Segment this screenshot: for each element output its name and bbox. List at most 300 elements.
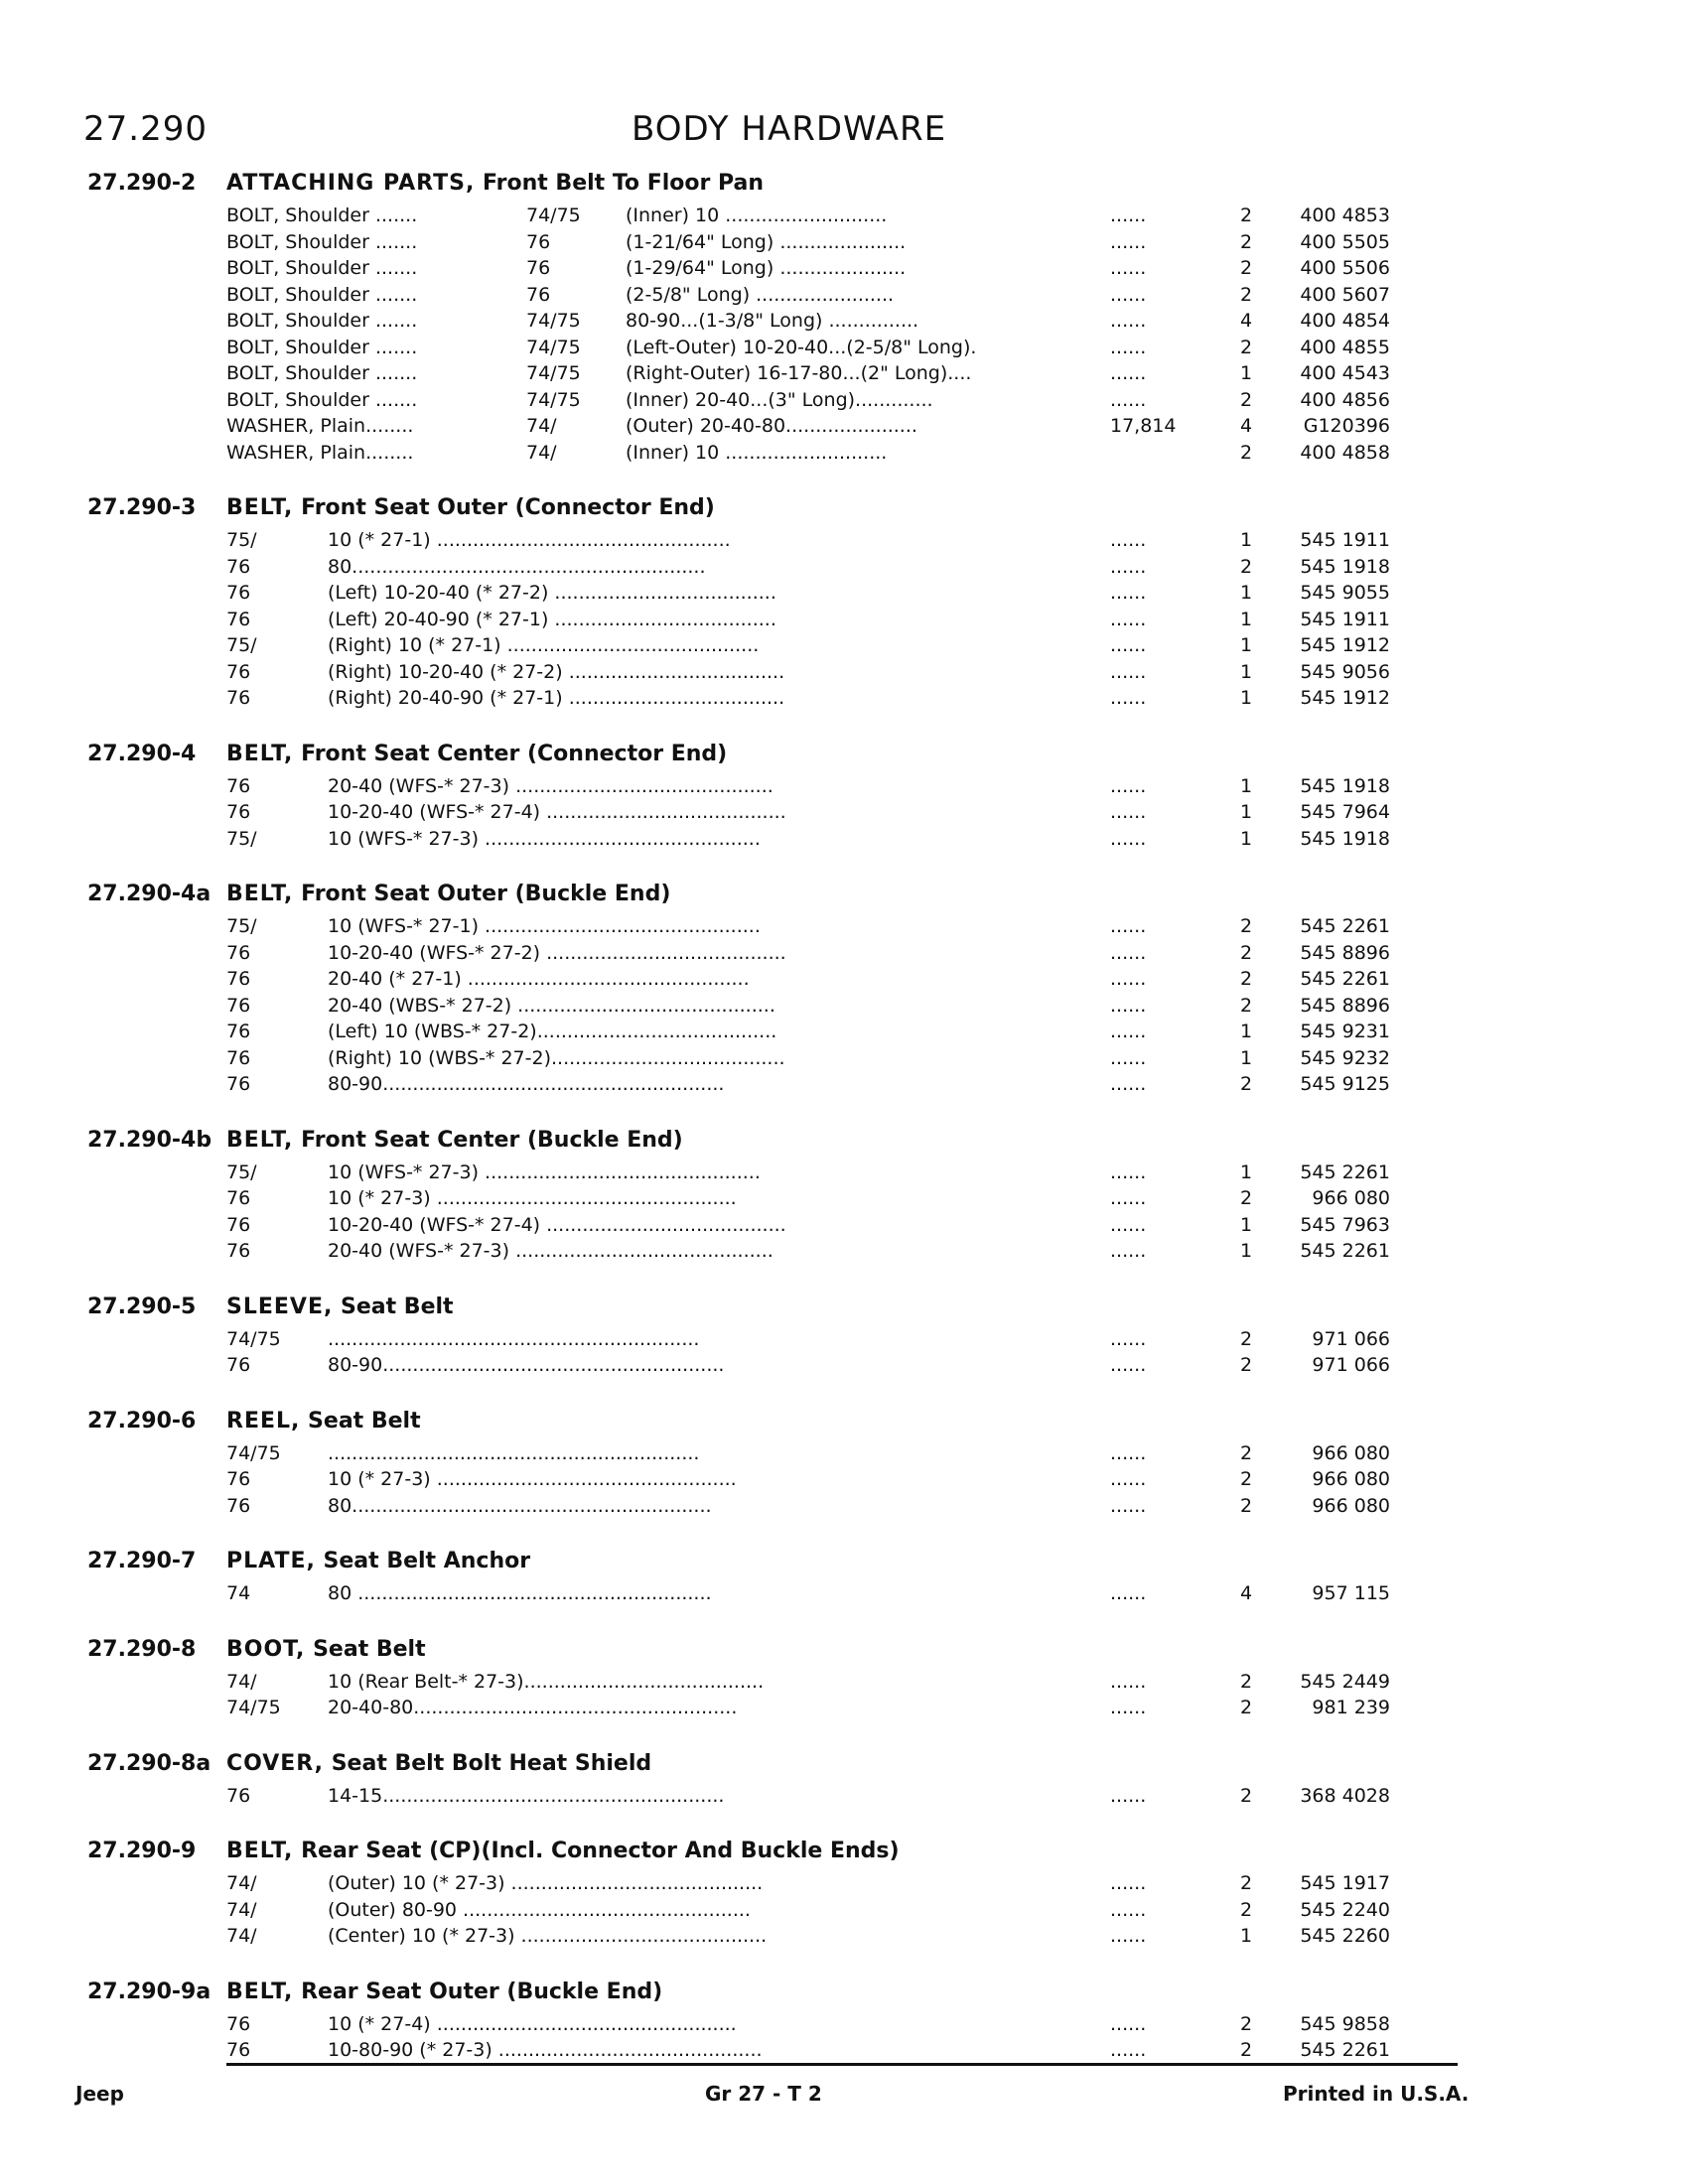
group-description: Rear Seat Outer (Buckle End) [301, 1979, 663, 2004]
part-description: 80-90......................................................... [328, 1354, 725, 1376]
quantity: 2 [1239, 1494, 1253, 1517]
group-description: Seat Belt Bolt Heat Shield [331, 1750, 652, 1776]
model-years: 74/75 [226, 1327, 281, 1350]
quantity: 1 [1239, 1021, 1253, 1042]
part-number: 400 4858 [1300, 441, 1390, 464]
reference: ...... [1110, 774, 1147, 797]
group-header [0, 171, 1688, 203]
part-row [0, 2037, 1688, 2064]
part-number: 545 8896 [1300, 994, 1390, 1017]
quantity: 2 [1239, 336, 1253, 358]
part-row [0, 1212, 1688, 1239]
part-row [0, 229, 1688, 256]
part-number: 981 239 [1312, 1697, 1390, 1718]
part-row [0, 1466, 1688, 1493]
part-description: (Right) 10 (WBS-* 27-2)....................................... [328, 1046, 785, 1069]
part-group [0, 1637, 1688, 1721]
group-description: Front Seat Center (Connector End) [301, 741, 728, 766]
part-row [0, 993, 1688, 1020]
model-years: 74/75 [526, 362, 581, 384]
quantity: 2 [1239, 1784, 1253, 1807]
model-years: 74/ [526, 441, 557, 464]
quantity: 1 [1239, 660, 1253, 683]
part-description: (Left) 20-40-90 (* 27-1) ..................................... [328, 608, 776, 630]
quantity: 1 [1239, 529, 1253, 551]
part-description: 20-40 (WFS-* 27-3) ........................................... [328, 1240, 774, 1262]
part-row [0, 940, 1688, 967]
item-name: BOLT, Shoulder ....... [226, 205, 418, 226]
reference: ...... [1110, 582, 1147, 604]
quantity: 2 [1239, 968, 1253, 990]
part-row [0, 282, 1688, 309]
quantity: 2 [1239, 2039, 1253, 2061]
part-description: 80-90...(1-3/8" Long) ............... [626, 310, 919, 332]
part-row [0, 1238, 1688, 1265]
quantity: 1 [1239, 774, 1253, 797]
model-years: 75/ [226, 1160, 257, 1183]
reference: ...... [1110, 1327, 1147, 1350]
group-noun: BELT, [226, 495, 294, 520]
part-number: 545 9056 [1300, 660, 1390, 683]
group-noun: PLATE, [226, 1549, 316, 1573]
model-years: 74/75 [226, 1441, 281, 1464]
part-row [0, 1071, 1688, 1098]
part-description: 10-80-90 (* 27-3) ............................................ [328, 2039, 763, 2061]
quantity: 1 [1239, 1213, 1253, 1236]
quantity: 2 [1239, 441, 1253, 464]
group-header [0, 1751, 1688, 1783]
group-header [0, 1549, 1688, 1580]
reference: ...... [1110, 915, 1147, 937]
page-title: BODY HARDWARE [632, 109, 947, 149]
part-description: 10 (* 27-3) .................................................. [328, 1468, 737, 1490]
group-description: Front Seat Center (Buckle End) [301, 1127, 683, 1153]
part-description: 20-40 (WBS-* 27-2) ........................................... [328, 994, 775, 1017]
group-number: 27.290-4b [87, 1127, 212, 1153]
part-row [0, 1870, 1688, 1897]
quantity: 4 [1239, 1582, 1253, 1604]
part-number: 966 080 [1312, 1468, 1390, 1490]
part-number: 957 115 [1312, 1582, 1390, 1604]
part-number: 545 2261 [1300, 2039, 1390, 2061]
group-number: 27.290-8a [87, 1750, 211, 1776]
page-number: 27.290 [83, 109, 208, 149]
group-noun: COVER, [226, 1750, 325, 1776]
part-description: (Right) 20-40-90 (* 27-1) .................................... [328, 687, 785, 709]
group-title [226, 1549, 530, 1573]
quantity: 1 [1239, 1925, 1253, 1947]
model-years: 76 [226, 1240, 251, 1262]
part-description: 20-40 (* 27-1) ............................................... [328, 968, 750, 990]
quantity: 2 [1239, 1441, 1253, 1464]
item-name: BOLT, Shoulder ....... [226, 257, 418, 279]
group-noun: BELT, [226, 741, 294, 766]
part-number: 545 2261 [1300, 915, 1390, 937]
quantity: 2 [1239, 1898, 1253, 1921]
model-years: 76 [226, 1046, 251, 1069]
model-years: 74/75 [526, 336, 581, 358]
reference: ...... [1110, 801, 1147, 823]
part-number: 400 4854 [1300, 310, 1390, 332]
model-years: 75/ [226, 827, 257, 850]
reference: ...... [1110, 827, 1147, 850]
part-row [0, 308, 1688, 335]
part-row [0, 2011, 1688, 2038]
part-description: 10-20-40 (WFS-* 27-2) ........................................ [328, 941, 786, 964]
reference: ...... [1110, 1898, 1147, 1921]
part-description: (Left) 10 (WBS-* 27-2)........................................ [328, 1021, 777, 1042]
quantity: 2 [1239, 1327, 1253, 1350]
reference: ...... [1110, 994, 1147, 1017]
group-header [0, 1839, 1688, 1870]
group-description: Seat Belt [308, 1408, 421, 1433]
group-title [226, 1751, 651, 1776]
part-number: 400 4853 [1300, 205, 1390, 226]
reference: ...... [1110, 1925, 1147, 1947]
part-description: 10 (WFS-* 27-3) .............................................. [328, 1160, 761, 1183]
part-number: 545 9231 [1300, 1021, 1390, 1042]
part-row [0, 387, 1688, 414]
quantity: 2 [1239, 257, 1253, 279]
group-header [0, 1409, 1688, 1440]
part-description: 20-40 (WFS-* 27-3) ........................................... [328, 774, 774, 797]
part-description: 80............................................................ [328, 1494, 712, 1517]
part-row [0, 335, 1688, 361]
model-years: 74/75 [526, 205, 581, 226]
part-description: 10 (WFS-* 27-3) .............................................. [328, 827, 761, 850]
part-row [0, 826, 1688, 853]
reference: 17,814 [1110, 415, 1177, 437]
item-name: BOLT, Shoulder ....... [226, 336, 418, 358]
item-name: WASHER, Plain........ [226, 415, 414, 437]
part-number: 966 080 [1312, 1187, 1390, 1209]
part-description: .............................................................. [328, 1441, 700, 1464]
part-description: 10 (* 27-3) .................................................. [328, 1187, 737, 1209]
part-number: 545 9125 [1300, 1073, 1390, 1095]
part-number: 400 5505 [1300, 230, 1390, 253]
part-number: 545 2449 [1300, 1670, 1390, 1693]
reference: ...... [1110, 1582, 1147, 1604]
group-title [226, 742, 727, 766]
part-row [0, 1783, 1688, 1810]
reference: ...... [1110, 1187, 1147, 1209]
part-group [0, 1409, 1688, 1520]
model-years: 75/ [226, 915, 257, 937]
reference: ...... [1110, 687, 1147, 709]
part-description: 10 (Rear Belt-* 27-3)........................................ [328, 1670, 765, 1693]
footer-rule [226, 2063, 1458, 2066]
model-years: 76 [226, 2012, 251, 2035]
model-years: 76 [526, 230, 551, 253]
part-number: G120396 [1303, 415, 1390, 437]
reference: ...... [1110, 1240, 1147, 1262]
part-row [0, 413, 1688, 440]
model-years: 76 [226, 1468, 251, 1490]
model-years: 76 [226, 555, 251, 578]
group-title [226, 1839, 900, 1863]
group-noun: ATTACHING PARTS, [226, 171, 476, 196]
model-years: 74/ [226, 1925, 257, 1947]
group-description: Front Seat Outer (Buckle End) [301, 882, 671, 906]
group-number: 27.290-5 [87, 1294, 197, 1319]
part-description: (Outer) 10 (* 27-3) .......................................... [328, 1872, 764, 1894]
part-number: 545 7963 [1300, 1213, 1390, 1236]
part-description: (Right) 10 (* 27-1) .......................................... [328, 634, 760, 656]
model-years: 76 [226, 941, 251, 964]
part-description: (Inner) 20-40...(3" Long)............. [626, 388, 933, 411]
quantity: 2 [1239, 1697, 1253, 1718]
part-row [0, 799, 1688, 826]
group-header [0, 1979, 1688, 2011]
group-description: Front Belt To Floor Pan [483, 171, 765, 196]
group-header [0, 742, 1688, 773]
part-number: 971 066 [1312, 1327, 1390, 1350]
model-years: 74/ [226, 1872, 257, 1894]
part-number: 400 5506 [1300, 257, 1390, 279]
reference: ...... [1110, 1670, 1147, 1693]
quantity: 2 [1239, 555, 1253, 578]
reference: ...... [1110, 1073, 1147, 1095]
part-group [0, 1549, 1688, 1607]
part-number: 545 7964 [1300, 801, 1390, 823]
reference: ...... [1110, 1872, 1147, 1894]
part-description: 80........................................................... [328, 555, 706, 578]
part-row [0, 1440, 1688, 1467]
quantity: 2 [1239, 230, 1253, 253]
group-title [226, 1637, 426, 1662]
part-number: 966 080 [1312, 1441, 1390, 1464]
reference: ...... [1110, 660, 1147, 683]
group-description: Seat Belt [313, 1636, 426, 1662]
part-number: 545 1917 [1300, 1872, 1390, 1894]
part-row [0, 1352, 1688, 1379]
reference: ...... [1110, 1021, 1147, 1042]
quantity: 2 [1239, 388, 1253, 411]
quantity: 1 [1239, 1240, 1253, 1262]
model-years: 76 [226, 968, 251, 990]
part-group [0, 495, 1688, 712]
part-row [0, 913, 1688, 940]
part-description: (1-29/64" Long) ..................... [626, 257, 907, 279]
reference: ...... [1110, 310, 1147, 332]
part-row [0, 554, 1688, 581]
model-years: 74/ [226, 1898, 257, 1921]
part-row [0, 1669, 1688, 1696]
group-description: Rear Seat (CP)(Incl. Connector And Buckle Ends) [301, 1839, 900, 1863]
group-noun: REEL, [226, 1408, 301, 1433]
part-description: .............................................................. [328, 1327, 700, 1350]
reference: ...... [1110, 283, 1147, 306]
part-number: 545 1918 [1300, 827, 1390, 850]
quantity: 4 [1239, 415, 1253, 437]
part-number: 545 1912 [1300, 634, 1390, 656]
part-description: (Left-Outer) 10-20-40...(2-5/8" Long). [626, 336, 977, 358]
part-description: (Right) 10-20-40 (* 27-2) .................................... [328, 660, 785, 683]
model-years: 76 [226, 608, 251, 630]
part-row [0, 966, 1688, 993]
footer-brand: Jeep [75, 2082, 124, 2106]
quantity: 2 [1239, 1073, 1253, 1095]
quantity: 1 [1239, 362, 1253, 384]
part-group [0, 882, 1688, 1098]
part-row [0, 632, 1688, 659]
part-row [0, 1695, 1688, 1721]
item-name: BOLT, Shoulder ....... [226, 230, 418, 253]
quantity: 1 [1239, 582, 1253, 604]
part-description: (Inner) 10 ........................... [626, 205, 888, 226]
reference: ...... [1110, 1441, 1147, 1464]
model-years: 76 [226, 1213, 251, 1236]
model-years: 76 [226, 1354, 251, 1376]
reference: ...... [1110, 1354, 1147, 1376]
group-title [226, 171, 764, 196]
group-noun: SLEEVE, [226, 1294, 334, 1319]
reference: ...... [1110, 257, 1147, 279]
quantity: 2 [1239, 1670, 1253, 1693]
part-number: 545 1918 [1300, 774, 1390, 797]
group-description: Front Seat Outer (Connector End) [301, 495, 715, 520]
quantity: 2 [1239, 915, 1253, 937]
reference: ...... [1110, 1784, 1147, 1807]
part-description: (1-21/64" Long) ..................... [626, 230, 907, 253]
quantity: 1 [1239, 608, 1253, 630]
part-number: 545 1912 [1300, 687, 1390, 709]
model-years: 76 [226, 1073, 251, 1095]
model-years: 74/75 [526, 310, 581, 332]
item-name: BOLT, Shoulder ....... [226, 362, 418, 384]
part-number: 400 4543 [1300, 362, 1390, 384]
reference: ...... [1110, 230, 1147, 253]
quantity: 2 [1239, 2012, 1253, 2035]
part-description: (Outer) 80-90 ................................................ [328, 1898, 751, 1921]
part-number: 368 4028 [1300, 1784, 1390, 1807]
part-row [0, 1160, 1688, 1186]
item-name: WASHER, Plain........ [226, 441, 414, 464]
model-years: 76 [526, 257, 551, 279]
part-number: 400 4855 [1300, 336, 1390, 358]
group-noun: BELT, [226, 882, 294, 906]
part-row [0, 1019, 1688, 1045]
model-years: 76 [226, 1187, 251, 1209]
part-number: 545 1911 [1300, 529, 1390, 551]
reference: ...... [1110, 1046, 1147, 1069]
part-group [0, 1295, 1688, 1379]
part-number: 545 2261 [1300, 968, 1390, 990]
model-years: 76 [226, 774, 251, 797]
quantity: 1 [1239, 827, 1253, 850]
model-years: 76 [226, 582, 251, 604]
part-description: 14-15......................................................... [328, 1784, 725, 1807]
part-description: 80 ........................................................... [328, 1582, 712, 1604]
group-number: 27.290-9 [87, 1839, 197, 1863]
part-row [0, 1923, 1688, 1950]
quantity: 2 [1239, 283, 1253, 306]
group-number: 27.290-8 [87, 1636, 197, 1662]
reference: ...... [1110, 529, 1147, 551]
model-years: 76 [226, 1494, 251, 1517]
part-number: 545 9858 [1300, 2012, 1390, 2035]
group-title [226, 1979, 662, 2004]
part-row [0, 1493, 1688, 1520]
reference: ...... [1110, 555, 1147, 578]
model-years: 76 [226, 2039, 251, 2061]
group-noun: BELT, [226, 1127, 294, 1153]
reference: ...... [1110, 362, 1147, 384]
group-number: 27.290-3 [87, 495, 197, 520]
part-description: (Center) 10 (* 27-3) ......................................... [328, 1925, 768, 1947]
model-years: 74/75 [526, 388, 581, 411]
part-row [0, 1185, 1688, 1212]
part-description: (Right-Outer) 16-17-80...(2" Long).... [626, 362, 972, 384]
model-years: 74 [226, 1582, 251, 1604]
part-description: 80-90......................................................... [328, 1073, 725, 1095]
part-description: 10 (* 27-4) .................................................. [328, 2012, 737, 2035]
model-years: 76 [226, 801, 251, 823]
group-noun: BELT, [226, 1979, 294, 2004]
part-row [0, 1897, 1688, 1924]
part-number: 400 5607 [1300, 283, 1390, 306]
reference: ...... [1110, 388, 1147, 411]
quantity: 2 [1239, 1872, 1253, 1894]
reference: ...... [1110, 1697, 1147, 1718]
group-number: 27.290-4 [87, 741, 197, 766]
part-group [0, 742, 1688, 853]
part-row [0, 1326, 1688, 1353]
group-noun: BOOT, [226, 1636, 306, 1662]
part-description: 10-20-40 (WFS-* 27-4) ........................................ [328, 1213, 786, 1236]
group-header [0, 882, 1688, 913]
part-row [0, 255, 1688, 282]
part-row [0, 685, 1688, 712]
reference: ...... [1110, 1494, 1147, 1517]
part-number: 545 9232 [1300, 1046, 1390, 1069]
part-description: 10 (WFS-* 27-1) .............................................. [328, 915, 761, 937]
group-title [226, 882, 670, 906]
part-number: 545 2260 [1300, 1925, 1390, 1947]
reference: ...... [1110, 2012, 1147, 2035]
model-years: 76 [226, 1784, 251, 1807]
model-years: 74/ [526, 415, 557, 437]
model-years: 76 [226, 660, 251, 683]
parts-list [0, 171, 1688, 2094]
group-title [226, 495, 715, 520]
quantity: 1 [1239, 1046, 1253, 1069]
model-years: 76 [526, 283, 551, 306]
quantity: 2 [1239, 205, 1253, 226]
part-number: 545 2261 [1300, 1240, 1390, 1262]
part-row [0, 580, 1688, 607]
footer-group-ref: Gr 27 - T 2 [705, 2082, 822, 2106]
part-row [0, 659, 1688, 686]
item-name: BOLT, Shoulder ....... [226, 283, 418, 306]
quantity: 1 [1239, 801, 1253, 823]
group-number: 27.290-2 [87, 171, 197, 196]
part-description: (Inner) 10 ........................... [626, 441, 888, 464]
footer-printed: Printed in U.S.A. [1283, 2082, 1470, 2106]
quantity: 2 [1239, 1354, 1253, 1376]
part-number: 545 2261 [1300, 1160, 1390, 1183]
quantity: 2 [1239, 994, 1253, 1017]
group-header [0, 1637, 1688, 1669]
model-years: 75/ [226, 634, 257, 656]
part-row [0, 1045, 1688, 1072]
part-description: (Outer) 20-40-80...................... [626, 415, 917, 437]
model-years: 76 [226, 1021, 251, 1042]
group-noun: BELT, [226, 1839, 294, 1863]
part-number: 966 080 [1312, 1494, 1390, 1517]
group-number: 27.290-4a [87, 882, 211, 906]
model-years: 76 [226, 687, 251, 709]
